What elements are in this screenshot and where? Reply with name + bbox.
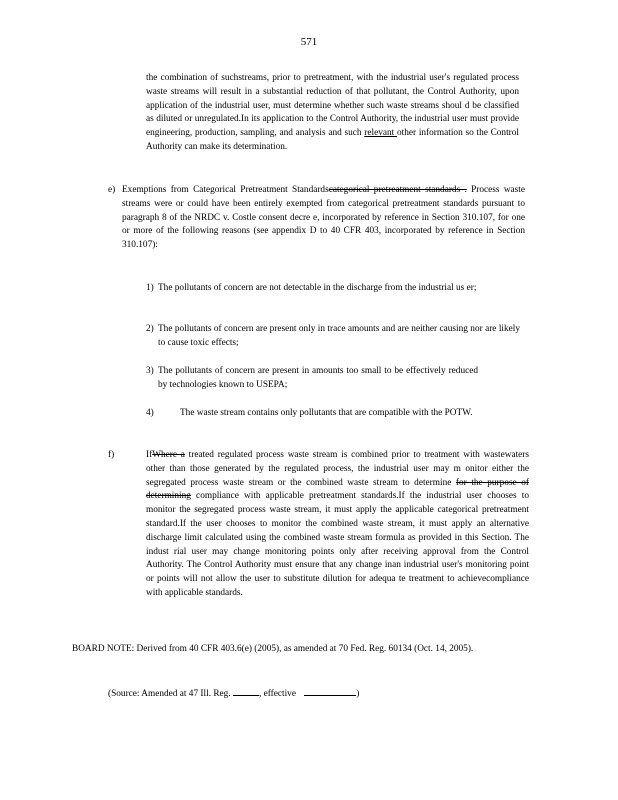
reason-2-number: 2) xyxy=(146,324,154,334)
register-blank xyxy=(233,686,259,696)
reason-1-text: The pollutants of concern are not detectable in the discharge from the industrial us er; xyxy=(158,283,477,293)
item-e-heading: Exemptions from Categorical Pretreatment Standards xyxy=(122,185,329,195)
item-f-label: f) xyxy=(108,450,115,460)
item-e-paragraph xyxy=(122,184,525,253)
item-f-text-1: treated regulated process waste stream is combined prior to treatment with wastewaters other than those generated by the regulated process, the industrial user may m onitor either the segregated process waste stream or the combined waste stream to determine xyxy=(146,450,529,488)
item-f-paragraph xyxy=(146,449,529,601)
item-e-label: e) xyxy=(108,185,116,195)
continuation-tail: other information so the Control Authority can make its determination. xyxy=(146,128,519,152)
page-number: 571 xyxy=(300,36,318,48)
item-e-struck-text: categorical pretreatment standards . xyxy=(328,185,467,195)
item-f-struck-2: for the purpose of determining xyxy=(146,477,529,502)
source-prefix: (Source: Amended at 47 Ill. Reg. xyxy=(108,689,231,699)
inserted-word: relevant xyxy=(364,128,397,139)
board-note: BOARD NOTE: Derived from 40 CFR 403.6(e) (2005), as amended at 70 Fed. Reg. 60134 (Oct. 14, 2005). xyxy=(72,644,474,654)
continuation-text: the combination of suchstreams, prior to pretreatment, with the industrial user's regulated process waste streams will result in a substantial reduction of that pollutant, the Control Authority, upon application of the industrial user, must determine whether such waste streams shoul d be classified as diluted or unregulated.In its application to the Control Authority, the industrial user must provide engineering, production, sampling, and analysis and such xyxy=(146,73,519,139)
reason-4-number: 4) xyxy=(146,408,154,418)
item-f-lead: If xyxy=(146,450,153,460)
reason-4-text: The waste stream contains only pollutants that are compatible with the POTW. xyxy=(180,408,473,418)
source-line xyxy=(108,686,528,702)
reason-3-text: The pollutants of concern are present in amounts too small to be effectively reduced by technologies known to USEPA; xyxy=(158,366,478,390)
item-e-text: Process waste streams were or could have been entirely exempted from categorical pretreatment standards pursuant to paragraph 8 of the NRDC v. Costle consent decre e, incorporated by reference in Section 310.107, for one or more of the following reasons (see appendix D to 40 CFR 403, incorporated by reference in Section 310.107): xyxy=(122,185,525,251)
effective-date-blank xyxy=(304,686,356,696)
item-f-struck-1: Where a xyxy=(152,450,185,460)
item-f-text-2: compliance with applicable pretreatment standards.If the industrial user chooses to monitor the segregated process waste stream, it must apply the applicable categorical pretreatment standard.If the user chooses to monitor the combined waste stream, it must apply an alternative discharge limit calculated using the combined waste stream formula as provided in this Section. The indust rial user may change monitoring points only after receiving approval from the Control Authority. The Control Authority must ensure that any change inan industrial user's monitoring point or points will not allow the user to substitute dilution for adequa te treatment to achievecompliance with applicable standards. xyxy=(146,491,529,598)
reason-3-number: 3) xyxy=(146,366,154,376)
source-suffix: ) xyxy=(356,689,360,699)
reason-2-text: The pollutants of concern are present only in trace amounts and are neither causing nor are likely to cause toxic effects; xyxy=(158,324,520,348)
source-middle: , effective xyxy=(258,689,296,699)
reason-1-number: 1) xyxy=(146,283,154,293)
continuation-paragraph xyxy=(146,72,519,155)
